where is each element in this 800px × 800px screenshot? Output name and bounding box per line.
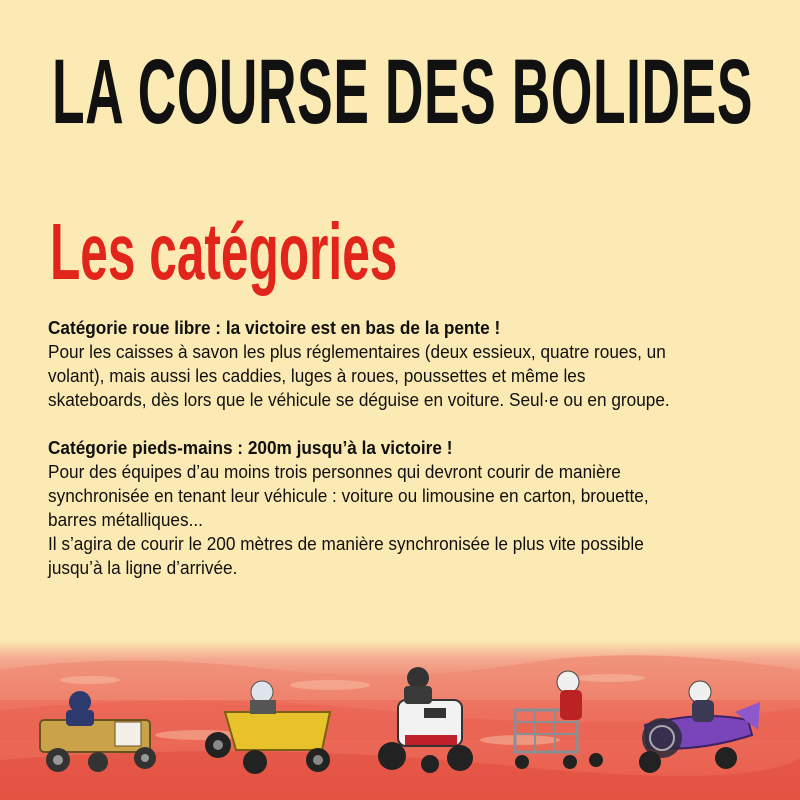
categories-text <box>48 316 755 580</box>
category-line: Il s’agira de courir le 200 mètres de manière synchronisée le plus vite possible <box>48 533 644 554</box>
category-line: jusqu’à la ligne d’arrivée. <box>48 557 238 578</box>
category-line: Pour les caisses à savon les plus réglementaires (deux essieux, quatre roues, un <box>48 341 666 362</box>
category-line: volant), mais aussi les caddies, luges à roues, poussettes et même les <box>48 365 586 386</box>
category-heading-roue-libre: Catégorie roue libre : la victoire est en bas de la pente ! <box>48 317 501 338</box>
category-line: Pour des équipes d’au moins trois personnes qui devront courir de manière <box>48 461 621 482</box>
race-scene-illustration <box>0 640 800 800</box>
category-line: barres métalliques... <box>48 509 203 530</box>
race-scene-svg <box>0 640 800 800</box>
paragraph-gap <box>48 412 755 436</box>
category-heading-pieds-mains: Catégorie pieds-mains : 200m jusqu’à la victoire ! <box>48 437 453 458</box>
section-title: Les catégories <box>50 207 398 296</box>
category-line: synchronisée en tenant leur véhicule : voiture ou limousine en carton, brouette, <box>48 485 649 506</box>
page-title: LA COURSE DES BOLIDES <box>52 41 753 143</box>
category-line: skateboards, dès lors que le véhicule se déguise en voiture. Seul·e ou en groupe. <box>48 389 670 410</box>
